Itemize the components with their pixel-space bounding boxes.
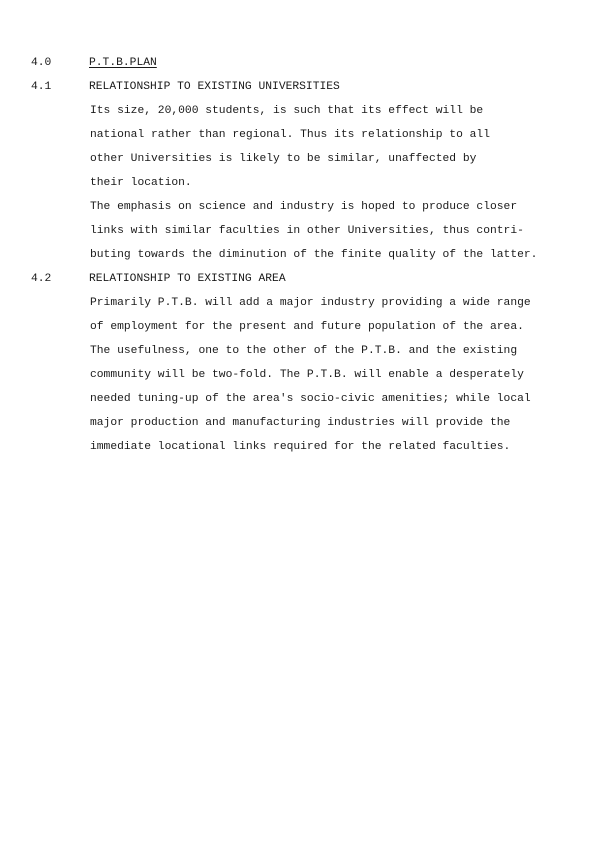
text-line: buting towards the diminution of the finite quality of the latter.	[90, 249, 538, 261]
section-number: 4.2	[31, 273, 52, 285]
text-line: national rather than regional. Thus its relationship to all	[90, 129, 490, 141]
text-line: Its size, 20,000 students, is such that its effect will be	[90, 105, 484, 117]
text-line: of employment for the present and future population of the area.	[90, 321, 524, 333]
text-line: The usefulness, one to the other of the P.T.B. and the existing	[90, 345, 518, 357]
paragraph-science-emphasis	[90, 200, 537, 272]
section-heading: RELATIONSHIP TO EXISTING UNIVERSITIES	[89, 81, 340, 93]
text-line: immediate locational links required for the related faculties.	[90, 441, 511, 453]
paragraph-existing-area	[90, 296, 531, 464]
text-line: their location.	[90, 177, 192, 189]
paragraph-universities-size	[90, 104, 490, 200]
text-line: other Universities is likely to be similar, unaffected by	[90, 153, 477, 165]
text-line: links with similar faculties in other Universities, thus contri-	[90, 225, 524, 237]
section-number: 4.0	[31, 57, 52, 69]
text-line: major production and manufacturing industries will provide the	[90, 417, 511, 429]
text-line: Primarily P.T.B. will add a major industry providing a wide range	[90, 297, 531, 309]
section-heading: RELATIONSHIP TO EXISTING AREA	[89, 273, 286, 285]
section-heading: P.T.B.PLAN	[89, 57, 157, 69]
text-line: The emphasis on science and industry is hoped to produce closer	[90, 201, 518, 213]
text-line: needed tuning-up of the area's socio-civic amenities; while local	[90, 393, 531, 405]
section-4-1	[0, 80, 595, 104]
section-4-2	[0, 272, 595, 296]
text-line: community will be two-fold. The P.T.B. will enable a desperately	[90, 369, 524, 381]
section-number: 4.1	[31, 81, 52, 93]
section-4-0	[0, 56, 595, 80]
